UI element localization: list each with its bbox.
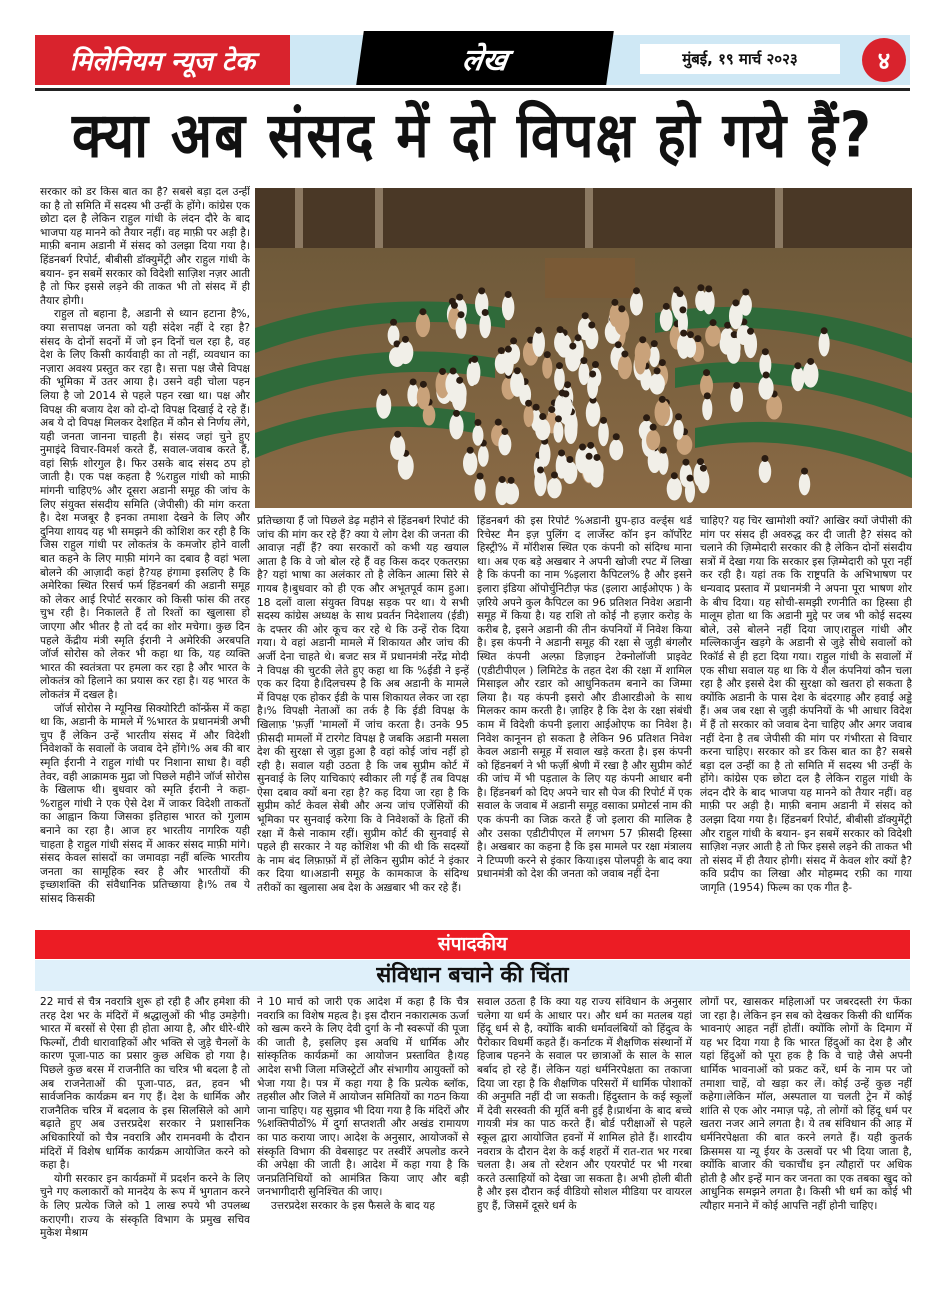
- person-head: [537, 466, 544, 473]
- person-figure: [585, 327, 598, 350]
- person-head: [633, 287, 640, 294]
- person-head: [453, 410, 460, 417]
- person-head: [569, 343, 576, 350]
- person-figure: [630, 292, 643, 316]
- person-figure: [463, 451, 477, 475]
- person-head: [380, 389, 387, 396]
- person-figure: [539, 442, 551, 467]
- person-head: [471, 356, 478, 363]
- editorial-column-4: [700, 996, 912, 1266]
- person-head: [420, 381, 427, 388]
- person-figure: [705, 325, 721, 347]
- person-figure: [695, 290, 706, 311]
- paragraph: प्रतिच्छाया हैं जो पिछले डेढ़ महीने से हिंडनबर्ग रिपोर्ट की जांच की मांग कर रहे हैं? क्या ये लोग देश की जनता की आवाज़ नहीं हैं? क्या सरकारों को कभी यह खयाल आता है कि वे जो बोल रहे हैं वह किस कदर एकतरफ़ा है? यहां भाषा का अलंकार तो है लेकिन आत्मा सिरे से गायब है।बुधवार को ही एक और अभूतपूर्व काम हुआ। 18 दलों वाला संयुक्त विपक्ष सड़क पर था। ये सभी सदस्य कांग्रेस अध्यक्ष के साथ प्रवर्तन निदेशालय (ईडी) के दफ्तर की ओर कूच कर रहे थे कि उन्हें रोक दिया गया। ये वहां अडानी मामले में शिकायत और जांच की अर्जी देना चाहते थे। बजट सत्र में प्रधानमंत्री नरेंद्र मोदी ने विपक्ष की चुटकी लेते हुए कहा था कि %ईडी ने इन्हें एक कर दिया है।दिलचस्प है कि अब अडानी के मामले में विपक्ष एक होकर ईडी के पास शिकायत लेकर जा रहा है।% विपक्षी नेताओं का तर्क है कि ईडी विपक्ष के खिलाफ़ 'फ़र्ज़ी 'मामलों में जांच करता है। उनके 95 फ़ीसदी मामलों में टारगेट विपक्ष है जबकि अडानी मसला देश की सुरक्षा से जुड़ा हुआ है वहां कोई जांच नहीं हो रही है। सवाल यही उठता है कि जब सुप्रीम कोर्ट में सुनवाई के लिए याचिकाएं स्वीकार ली गई हैं तब विपक्ष ऐसा दबाव क्यों बना रहा है? कह दिया जा रहा है कि सुप्रीम कोर्ट केवल सेबी और अन्य जांच एजेंसियों की भूमिका पर सुनवाई करेगा कि वे निवेशकों के हितों की रक्षा में कैसे नाकाम रहीं। सुप्रीम कोर्ट की सुनवाई से पहले ही सरकार ने यह कोशिश भी की थी कि सदस्यों के नाम बंद लिफ़ाफ़ों में हों लेकिन सुप्रीम कोर्ट ने इंकार कर दिया था।अडानी समूह के कामकाज के संदिग्ध तरीकों का खुलासा अब देश के अख़बार भी कर रहे हैं।: [257, 515, 469, 895]
- person-figure: [598, 420, 609, 446]
- paragraph: 22 मार्च से चैत्र नवरात्रि शुरू हो रही है और हमेशा की तरह देश भर के मंदिरों में श्रद्धालुओं की भीड़ उमड़ेगी। भारत में बरसों से ऐसा ही होता आया है, और धीरे-धीरे फिल्मों, टीवी धारावाहिकों और भक्ति से जुड़े चैनलों के कारण पूजा-पाठ का प्रसार कुछ अधिक हो गया है। पिछले कुछ बरस में राजनीति का चरित्र भी बदला है तो अब राजनेताओं की पूजा-पाठ, व्रत, हवन भी सार्वजनिक कार्यक्रम बन गए हैं। देश के धार्मिक और राजनैतिक चरित्र में बदलाव के इस सिलसिले को आगे बढ़ाते हुए अब उत्तरप्रदेश सरकार ने प्रशासनिक अधिकारियों को चैत्र नवरात्रि और रामनवमी के दौरान मंदिरों में विशेष धार्मिक कार्यक्रम आयोजित करने को कहा है।: [40, 996, 250, 1172]
- person-figure: [730, 385, 743, 412]
- person-head: [525, 400, 532, 407]
- person-head: [704, 392, 711, 399]
- person-figure: [660, 308, 673, 331]
- person-figure: [532, 330, 545, 357]
- person-head: [544, 351, 551, 358]
- header-divider: [35, 88, 910, 91]
- person-head: [535, 327, 542, 334]
- person-head: [659, 396, 666, 403]
- person-head: [566, 456, 573, 463]
- person-figure: [799, 473, 810, 495]
- person-head: [593, 454, 600, 461]
- paragraph: चाहिए? यह चिर खामोशी क्यों? आखिर क्यों जेपीसी की मांग पर संसद ही अवरुद्ध कर दी जाती है? संसद को चलाने की ज़िम्मेदारी सरकार की है लेकिन दोनों संसदीय सत्रों में देखा गया कि सरकार इस ज़िम्मेदारी को पूरा नहीं कर रही है। यहां तक कि राष्ट्रपति के अभिभाषण पर धन्यवाद प्रस्ताव में प्रधानमंत्री ने अपना पूरा भाषण शोर के बीच दिया। यह सोची-समझी रणनीति का हिस्सा ही मालूम होता था कि अडानी मुद्दे पर जब भी कोई सदस्य बोले, उसे बोलने नहीं दिया जाए।राहुल गांधी और मल्लिकार्जुन खड़गे के अडानी से जुड़े सीधे सवालों को रिकॉर्ड से ही हटा दिया गया। राहुल गांधी के सवालों में एक सीधा सवाल यह था कि ये शैल कंपनियां कौन चला रहा है और इससे देश की सुरक्षा को खतरा हो सकता है क्योंकि अडानी के पास देश के बंदरगाह और हवाई अड्डे हैं। अब जब रक्षा से जुड़ी कंपनियों के भी आधार विदेश में हैं तो सरकार को जवाब देना चाहिए और अगर जवाब नहीं देना है तब जेपीसी की मांग पर गंभीरता से विचार करना चाहिए। सरकार को डर किस बात का है? सबसे बड़ा दल उन्हीं का है तो समिति में सदस्य भी उन्हीं के होंगे। कांग्रेस एक छोटा दल है लेकिन राहुल गांधी के लंदन दौरे के बाद भाजपा यह मानने को तैयार नहीं। वह माफ़ी पर अड़ी है। माफ़ी बनाम अडानी में संसद को उलझा दिया गया है। हिंडनबर्ग रिपोर्ट, बीबीसी डॉक्युमेंट्री और राहुल गांधी के बयान- इन सबमें सरकार को विदेशी साज़िश नज़र आती है तो फिर इससे लड़ने की ताकत भी तो संसद में ही तैयार होगी। संसद में केवल शोर क्यों है? कवि प्रदीप का लिखा और मोहम्मद रफ़ी का गाया जागृति (1954) फिल्म का एक गीत है-: [700, 515, 912, 895]
- person-figure: [534, 470, 546, 497]
- person-head: [654, 367, 661, 374]
- person-head: [589, 371, 596, 378]
- editorial-column-2: [257, 996, 469, 1266]
- person-head: [456, 377, 463, 384]
- person-head: [621, 351, 628, 358]
- person-figure: [702, 398, 712, 421]
- person-head: [679, 306, 686, 313]
- person-head: [539, 413, 546, 420]
- person-figure: [535, 419, 550, 441]
- editorial-column-1: [40, 996, 250, 1266]
- person-figure: [655, 399, 671, 426]
- person-head: [675, 413, 682, 420]
- person-figure: [609, 439, 623, 460]
- person-head: [801, 468, 808, 475]
- person-figure: [614, 309, 629, 335]
- parliament-scene-image: [255, 188, 912, 508]
- person-figure: [673, 420, 683, 440]
- person-figure: [547, 478, 562, 499]
- person-head: [477, 473, 484, 480]
- person-head: [467, 447, 474, 454]
- section-label: लेख: [356, 31, 614, 85]
- person-head: [586, 453, 593, 460]
- person-head: [508, 477, 515, 484]
- person-figure: [453, 381, 467, 405]
- person-head: [501, 428, 508, 435]
- person-head: [482, 309, 489, 316]
- person-head: [687, 475, 694, 482]
- person-head: [615, 341, 622, 348]
- person-head: [651, 340, 658, 347]
- person-head: [505, 346, 512, 353]
- person-figure: [554, 332, 566, 354]
- person-head: [705, 285, 712, 292]
- person-head: [733, 382, 740, 389]
- person-head: [587, 442, 594, 449]
- person-head: [703, 369, 710, 376]
- person-head: [680, 330, 687, 337]
- person-head: [611, 299, 618, 306]
- person-head: [747, 328, 754, 335]
- editorial-band: संपादकीय: [35, 930, 910, 959]
- issue-date: मुंबई, १९ मार्च २०२३: [640, 44, 840, 74]
- person-figure: [791, 366, 804, 391]
- person-figure: [553, 421, 563, 443]
- person-head: [451, 302, 458, 309]
- person-head: [659, 359, 666, 366]
- paragraph: सरकार को डर किस बात का है? सबसे बड़ा दल उन्हीं का है तो समिति में सदस्य भी उन्हीं के होंगे। कांग्रेस एक छोटा दल है लेकिन राहुल गांधी के लंदन दौरे के बाद भाजपा यह मानने को तैयार नहीं। वह माफ़ी पर अड़ी है। माफ़ी बनाम अडानी में संसद को उलझा दिया गया है। हिंडनबर्ग रिपोर्ट, बीबीसी डॉक्युमेंट्री और राहुल गांधी के बयान- इन सबमें सरकार को विदेशी साज़िश नज़र आती है तो फिर इससे लड़ने की ताकत भी तो संसद में ही तैयार होगी।: [40, 186, 250, 307]
- person-figure: [667, 477, 682, 500]
- paragraph: उत्तरप्रदेश सरकार के इस फैसले के बाद यह: [271, 1199, 435, 1212]
- article-column-2: [257, 515, 469, 923]
- person-figure: [646, 430, 660, 450]
- masthead: [35, 35, 910, 85]
- person-head: [762, 348, 769, 355]
- person-head: [592, 361, 599, 368]
- person-figure: [819, 331, 830, 356]
- paragraph: हिंडनबर्ग की इस रिपोर्ट %अडानी ग्रुप-हाउ वर्ल्ड्स थर्ड रिचेस्ट मैन इज़ पुलिंग द लार्जेस्ट कॉन इन कॉर्पोरेट हिस्ट्री% में मॉरीशस स्थित एक कंपनी को संदिग्ध माना था। अब एक बड़े अखबार ने अपनी खोजी रपट में लिखा है कि कंपनी का नाम %इलारा कैपिटल% है और इसने इलारा इंडिया ऑपोर्चुनिटीज़ फंड (इलारा आईओएफ ) के ज़रिये अपने कुल कैपिटल का 96 प्रतिशत निवेश अडानी समूह में किया है। यह राशि तो कोई नौ हज़ार करोड़ के करीब है, इसने अडानी की तीन कंपनियों में निवेश किया है। इस कंपनी ने अडानी समूह की रक्षा से जुड़ी बंगलौर स्थित कंपनी अल्फ़ा डिज़ाइन टेक्नोलॉजी प्राइवेट (एडीटीपीएल ) लिमिटेड के तहत देश की रक्षा में शामिल मिसाइल और रडार को आधुनिकतम बनाने का जिम्मा लिया है। यह कंपनी इसरो और डीआरडीओ के साथ मिलकर काम करती है। ज़ाहिर है कि देश के रक्षा संबंधी काम में विदेशी कंपनी इलारा आईओएफ का निवेश है।निवेश कानूनन हो सकता है लेकिन 96 प्रतिशत निवेश केवल अडानी समूह में सवाल खड़े करता है। इस कंपनी को हिंडनबर्ग ने भी फर्ज़ी श्रेणी में रखा है और सुप्रीम कोर्ट की जांच में भी पड़ताल के लिए यह कंपनी आधार बनी है। हिंडनबर्ग को दिए अपने चार सौ पेज की रिपोर्ट में एक सवाल के जवाब में अडानी समूह वसाका प्रमोटर्स नाम की एक कंपनी का जिक्र करते हैं जो इलारा की मालिक है और उसका एडीटीपीएल में लगभग 57 फ़ीसदी हिस्सा है। अखबार का कहना है कि इस मामले पर रक्षा मंत्रालय ने टिप्पणी करने से इंकार किया।इस पोलपट्टी के बाद क्या प्रधानमंत्री को देश की जनता को जवाब नहीं देना: [477, 515, 692, 881]
- person-figure: [649, 373, 665, 394]
- person-figure: [803, 361, 819, 387]
- person-figure: [649, 346, 660, 367]
- person-head: [551, 472, 558, 479]
- person-head: [807, 358, 814, 365]
- newspaper-brand: मिलेनियम न्यूज टेक: [35, 35, 290, 85]
- person-head: [478, 287, 485, 294]
- person-head: [618, 305, 625, 312]
- person-head: [742, 289, 749, 296]
- person-figure: [559, 396, 572, 418]
- person-figure: [524, 405, 534, 427]
- person-figure: [495, 353, 508, 374]
- paragraph: लोगों पर, खासकर महिलाओं पर जबरदस्ती रंग फेंका जा रहा है। लेकिन इन सब को देखकर किसी की धार्मिक भावनाएं आहत नहीं होतीं। क्योंकि लोगों के दिमाग में यह भर दिया गया है कि भारत हिंदुओं का देश है और यहां हिंदुओं को पूरा हक है कि वे चाहे जैसे अपनी धार्मिक भावनाओं को प्रकट करें, धर्म के नाम पर जो तमाशा चाहें, वो खड़ा कर लें। कोई उन्हें कुछ नहीं कहेगा।लेकिन मॉल, अस्पताल या चलती ट्रेन में कोई शांति से एक ओर नमाज़ पढ़े, तो लोगों को हिंदू धर्म पर खतरा नजर आने लगता है। ये तब संविधान की आड़ में धर्मनिरपेक्षता की बात करने लगते हैं। यही कुतर्क क्रिसमस या न्यू ईयर के उत्सवों पर भी दिया जाता है, क्योंकि बाजार की चकाचौंध इन त्यौहारों पर अधिक होती है और इन्हें मान कर जनता का एक तबका खुद को आधुनिक समझने लगता है। किसी भी धर्म का कोई भी त्यौहार मनाने में कोई आपत्ति नहीं होनी चाहिए।: [700, 996, 912, 1212]
- person-head: [410, 378, 417, 385]
- person-figure: [398, 341, 414, 365]
- person-head: [582, 312, 589, 319]
- person-head: [555, 415, 562, 422]
- paragraph: योगी सरकार इन कार्यक्रमों में प्रदर्शन करने के लिए चुने गए कलाकारों को मानदेय के रूप में भुगतान करने के लिए प्रत्येक जिले को 1 लाख रुपये भी उपलब्ध कराएगी। राज्य के संस्कृति विभाग के प्रमुख सचिव मुकेश मेश्राम: [40, 1172, 250, 1240]
- person-figure: [758, 376, 773, 400]
- person-head: [557, 326, 564, 333]
- person-head: [710, 319, 717, 326]
- person-head: [456, 294, 463, 301]
- person-head: [700, 465, 707, 472]
- person-figure: [498, 434, 511, 456]
- person-head: [474, 419, 481, 426]
- person-head: [663, 303, 670, 310]
- person-head: [671, 472, 678, 479]
- paragraph: सवाल उठता है कि क्या यह राज्य संविधान के अनुसार चलेगा या धर्म के आधार पर। और धर्म का मतलब यहां हिंदू धर्म से है, क्योंकि बाकी धर्मावलंबियों को हिंदुत्व के पैरोकार विधर्मी कहते हैं। कर्नाटक में शैक्षणिक संस्थानों में हिजाब पहनने के सवाल पर छात्राओं के साल के साल बर्बाद हो रहे हैं। लेकिन यहां धर्मनिरपेक्षता का तकाजा दिया जा रहा है कि शैक्षणिक परिसरों में धार्मिक पोशाकों की अनुमति नहीं दी जा सकती। हिंदुस्तान के कई स्कूलों में देवी सरस्वती की मूर्ति बनी हुई है।प्रार्थना के बाद बच्चे गायत्री मंत्र का पाठ करते हैं। बोर्ड परीक्षाओं से पहले स्कूल द्वारा आयोजित हवनों में शामिल होते हैं। शारदीय नवरात्र के दौरान देश के कई शहरों में रात-रात भर गरबा चलता है। अब तो स्टेशन और एयरपोर्ट पर भी गरबा करते उत्साहियों को देखा जा सकता है। अभी होली बीती है और इस दौरान कई वीडियो सोशल मीडिया पर वायरल हुए हैं, जिसमें दूसरे धर्म के: [477, 996, 692, 1212]
- person-figure: [478, 445, 489, 466]
- person-head: [821, 327, 828, 334]
- person-head: [458, 311, 465, 318]
- person-head: [390, 319, 397, 326]
- person-figure: [456, 317, 467, 339]
- paragraph: जॉर्ज सोरोस ने म्यूनिख सिक्योरिटी कॉन्फ्रेंस में कहा था कि, अडानी के मामले में %भारत के प्रधानमंत्री अभी चुप हैं लेकिन उन्हें भारतीय संसद में और विदेशी निवेशकों के सवालों के जवाब देने होंगे।% अब की बार स्मृति ईरानी ने राहुल गांधी पर निशाना साधा है। वही तेवर, वही आक्रामक मुद्रा जो पिछले महीने जॉर्ज सोरोस के खिलाफ थी। बुधवार को स्मृति ईरानी ने कहा- %राहुल गांधी ने एक ऐसे देश में जाकर विदेशी ताकतों का आह्वान किया जिसका इतिहास भारत को गुलाम बनाने का रहा है। आज हर भारतीय नागरिक यही चाहता है राहुल गांधी संसद में आकर संसद माफ़ी मांगे। संसद केवल सांसदों का जमावड़ा नहीं बल्कि भारतीय जनता का सामूहिक स्वर है और भारतीयों की इच्छाशक्ति की संवैधानिक प्रतिच्छाया है।% तब ये सांसद किसकी: [40, 702, 250, 905]
- person-head: [763, 371, 770, 378]
- person-head: [556, 362, 563, 369]
- person-head: [676, 290, 683, 297]
- page-number: ४: [862, 38, 906, 82]
- person-figure: [618, 355, 632, 379]
- person-head: [579, 443, 586, 450]
- person-figure: [390, 435, 405, 460]
- person-head: [439, 368, 446, 375]
- person-figure: [472, 425, 483, 446]
- editorial-column-3: [477, 996, 692, 1266]
- person-figure: [677, 333, 690, 358]
- person-head: [761, 455, 768, 462]
- person-head: [660, 447, 667, 454]
- person-head: [510, 337, 517, 344]
- person-head: [394, 431, 401, 438]
- person-figure: [729, 303, 743, 330]
- person-figure: [475, 477, 486, 500]
- person-figure: [503, 482, 519, 504]
- person-head: [697, 458, 704, 465]
- person-head: [682, 459, 689, 466]
- person-figure: [685, 479, 695, 502]
- person-head: [694, 335, 701, 342]
- person-head: [548, 406, 555, 413]
- person-figure: [510, 371, 524, 397]
- paragraph: ने 10 मार्च को जारी एक आदेश में कहा है कि चैत्र नवरात्रि का विशेष महत्व है। इस दौरान नकारात्मक ऊर्जा को खत्म करने के लिए देवी दुर्गा के नौ स्वरूपों की पूजा की जाती है, इसलिए इस अवधि में धार्मिक और सांस्कृतिक कार्यक्रमों का आयोजन प्रस्तावित है।यह आदेश सभी जिला मजिस्ट्रेटों और संभागीय आयुक्तों को भेजा गया है। पत्र में कहा गया है कि प्रत्येक ब्लॉक, तहसील और जिले में आयोजन समितियों का गठन किया जाना चाहिए। यह सुझाव भी दिया गया है कि मंदिरों और %शक्तिपीठों% में दुर्गा सप्तशती और अखंड रामायण का पाठ कराया जाए। आदेश के अनुसार, आयोजकों से संस्कृति विभाग की वेबसाइट पर तस्वीरें अपलोड करने की अपेक्षा की जाती है। आदेश में कहा गया है कि जनप्रतिनिधियों को आमंत्रित किया जाए और बड़ी जनभागीदारी सुनिश्चित की जाए।: [257, 996, 469, 1199]
- person-head: [419, 308, 426, 315]
- person-figure: [417, 385, 430, 409]
- person-head: [575, 334, 582, 341]
- person-figure: [562, 461, 577, 484]
- person-head: [514, 367, 521, 374]
- person-head: [697, 284, 704, 291]
- person-figure: [759, 460, 771, 483]
- editorial-title: संविधान बचाने की चिंता: [35, 960, 910, 991]
- person-head: [613, 433, 620, 440]
- person-figure: [658, 452, 668, 475]
- paragraph: राहुल तो बहाना है, अडानी से ध्यान हटाना है%, क्या सत्तापक्ष जनता को यही संदेश नहीं दे रहा है? संसद के दोनों सदनों में जो इन दिनों चल रहा है, वह देश के लिए किसी कार्यवाही का तो नहीं, व्यवधान का नज़ारा अवश्य प्रस्तुत कर रहा है। सत्ता पक्ष जैसे विपक्ष की भूमिका में उतर आया है। उसने वही चोला पहन लिया है जो 2014 से पहले पहन रखा था। पक्ष और विपक्ष की बजाय देश को दो-दो विपक्ष दिखाई दे रहे हैं। अब ये दो विपक्ष मिलकर देशहित में कौन से निर्णय लेंगे, यही जनता जानना चाहती है। संसद जहां चुने हुए नुमाइंदे विचार-विमर्श करते हैं, सवाल-जवाब करते हैं, वहां सिर्फ़ शोरगुल है। फिर उसके बाद संसद ठप हो जाती है। एक पक्ष कहता है %राहुल गांधी को माफ़ी मांगनी चाहिए% और दूसरा अडानी समूह की जांच के लिए संयुक्त संसदीय समिति (जेपीसी) की मांग करता है। देश मजबूर है इनका तमाशा देखने के लिए और दुनिया शायद यह भी समझने की कोशिश कर रही है कि जिस राहुल गांधी पर लोकतंत्र के कमजोर होने वाली बात कहने के लिए माफ़ी मांगने का दबाव है वहां भला बोलने की आज़ादी कहां है?यह हंगामा इसलिए है कि अमेरिका स्थित रिसर्च फर्म हिंडनबर्ग की अडानी समूह को लेकर आई रिपोर्ट सरकार को किसी फांस की तरह चुभ रही है। निकालते हैं तो रिश्तों का खुलासा हो जाएगा और भीतर है तो दर्द का शोर मचेगा। कुछ दिन पहले केंद्रीय मंत्री स्मृति ईरानी ने अमेरिकी अरबपति जॉर्ज सोरोस को लेकर भी कहा था कि, यह व्यक्ति भारत की स्वतंत्रता पर हमला कर रहा है और भारत के लोकतंत्र को हिलाने का प्रयास कर रहा है। यह भारत के लोकतंत्र में दखल है।: [40, 308, 250, 701]
- person-head: [450, 368, 457, 375]
- person-figure: [554, 367, 565, 391]
- person-figure: [479, 313, 491, 339]
- person-head: [732, 299, 739, 306]
- parliament-photo: [255, 188, 912, 508]
- person-figure: [635, 341, 651, 365]
- person-head: [600, 417, 607, 424]
- person-head: [533, 404, 540, 411]
- person-head: [639, 336, 646, 343]
- person-figure: [583, 456, 596, 482]
- person-figure: [542, 357, 552, 379]
- person-head: [499, 476, 506, 483]
- person-figure: [416, 312, 430, 337]
- person-head: [495, 419, 502, 426]
- person-figure: [587, 375, 598, 399]
- person-head: [794, 362, 801, 369]
- person-head: [498, 347, 505, 354]
- person-head: [558, 449, 565, 456]
- person-head: [505, 291, 512, 298]
- person-head: [580, 357, 587, 364]
- person-head: [643, 414, 650, 421]
- person-figure: [697, 469, 709, 493]
- article-column-3: [477, 515, 692, 923]
- person-figure: [376, 392, 391, 419]
- person-figure: [449, 413, 463, 439]
- person-figure: [469, 360, 481, 385]
- person-head: [562, 390, 569, 397]
- article-column-4: [700, 515, 912, 923]
- person-head: [650, 424, 657, 431]
- person-figure: [502, 295, 514, 320]
- article-headline: क्या अब संसद में दो विपक्ष हो गये हैं?: [71, 99, 874, 172]
- person-head: [402, 336, 409, 343]
- person-figure: [565, 347, 580, 372]
- article-column-1: [40, 186, 250, 924]
- person-head: [564, 381, 571, 388]
- person-head: [588, 322, 595, 329]
